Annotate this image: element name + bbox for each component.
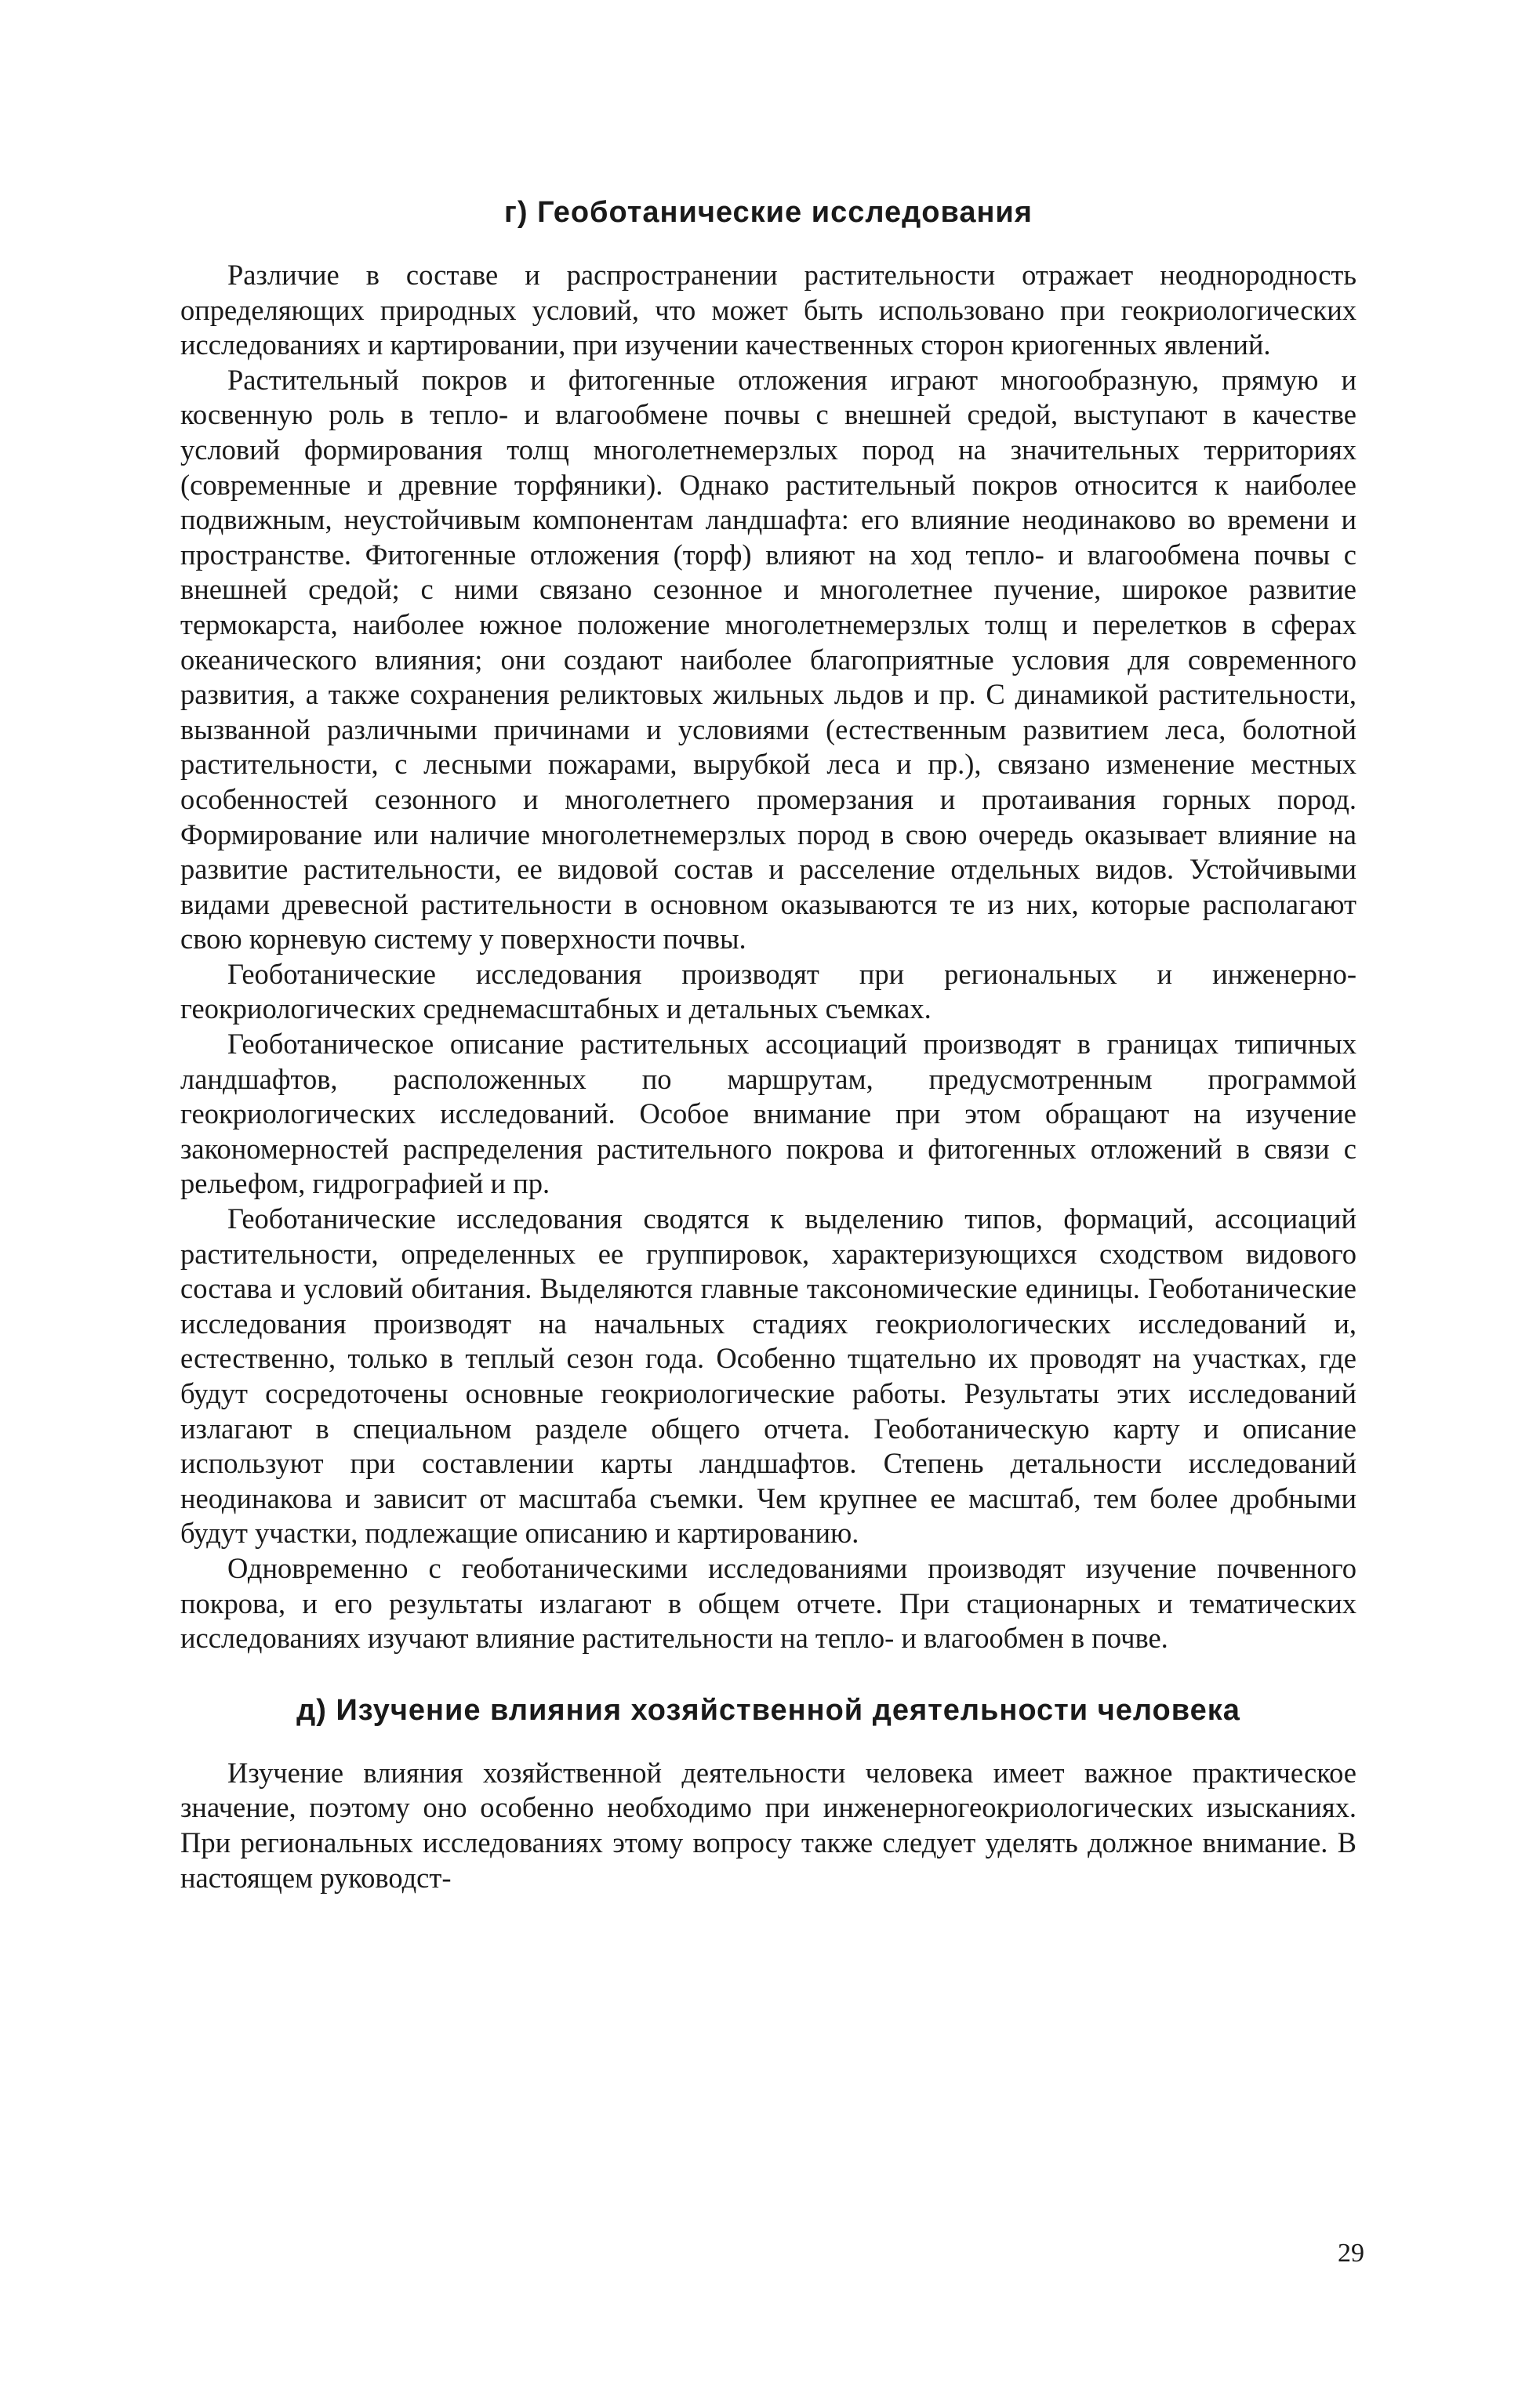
paragraph: Изучение влияния хозяйственной деятельности человека имеет важное практическое значение, поэтому оно особенно необходимо при инженерногеокриологических изысканиях. При региональных исследованиях этому вопросу также следует уделять должное внимание. В настоящем руководст- (180, 1756, 1356, 1894)
paragraph: Геоботанические исследования производят при региональных и инженерно-геокриологических среднемасштабных и детальных съемках. (180, 957, 1356, 1025)
section-heading-human-activity: д) Изучение влияния хозяйственной деятельности человека (296, 1693, 1240, 1727)
section-heading-geobotanical: г) Геоботанические исследования (504, 196, 1033, 229)
document-page (180, 196, 1356, 1895)
paragraph: Растительный покров и фитогенные отложения играют многообразную, прямую и косвенную роль в тепло- и влагообмене почвы с внешней средой, выступают в качестве условий формирования толщ многолетнемерзлых пород на значительных территориях (современные и древние торфяники). Однако растительный покров относится к наиболее подвижным, неустойчивым компонентам ландшафта: его влияние неодинаково во времени и пространстве. Фитогенные отложения (торф) влияют на ход тепло- и влагообмена почвы с внешней средой; с ними связано сезонное и многолетнее пучение, широкое развитие термокарста, наиболее южное положение многолетнемерзлых толщ и перелетков в сферах океанического влияния; они создают наиболее благоприятные условия для современного развития, а также сохранения реликтовых жильных льдов и пр. С динамикой растительности, вызванной различными причинами и условиями (естественным развитием леса, болотной растительности, с лесными пожарами, вырубкой леса и пр.), связано изменение местных особенностей сезонного и многолетнего промерзания и протаивания горных пород. Формирование или наличие многолетнемерзлых пород в свою очередь оказывает влияние на развитие растительности, ее видовой состав и расселение отдельных видов. Устойчивыми видами древесной растительности в основном оказываются те из них, которые располагают свою корневую систему у поверхности почвы. (180, 363, 1356, 956)
paragraph: Геоботанические исследования сводятся к выделению типов, формаций, ассоциаций растительности, определенных ее группировок, характеризующихся сходством видового состава и условий обитания. Выделяются главные таксономические единицы. Геоботанические исследования производят на начальных стадиях геокриологических исследований и, естественно, только в теплый сезон года. Особенно тщательно их проводят на участках, где будут сосредоточены основные геокриологические работы. Результаты этих исследований излагают в специальном разделе общего отчета. Геоботаническую карту и описание используют при составлении карты ландшафтов. Степень детальности исследований неодинакова и зависит от масштаба съемки. Чем крупнее ее масштаб, тем более дробными будут участки, подлежащие описанию и картированию. (180, 1202, 1356, 1550)
paragraph: Одновременно с геоботаническими исследованиями производят изучение почвенного покрова, и его результаты излагают в общем отчете. При стационарных и тематических исследованиях изучают влияние растительности на тепло- и влагообмен в почве. (180, 1551, 1356, 1655)
page-number: 29 (1338, 2239, 1364, 2268)
paragraph: Геоботаническое описание растительных ассоциаций производят в границах типичных ландшафтов, расположенных по маршрутам, предусмотренным программой геокриологических исследований. Особое внимание при этом обращают на изучение закономерностей распределения растительного покрова и фитогенных отложений в связи с рельефом, гидрографией и пр. (180, 1028, 1356, 1200)
paragraph: Различие в составе и распространении растительности отражает неоднородность определяющих природных условий, что может быть использовано при геокриологических исследованиях и картировании, при изучении качественных сторон криогенных явлений. (180, 259, 1356, 361)
